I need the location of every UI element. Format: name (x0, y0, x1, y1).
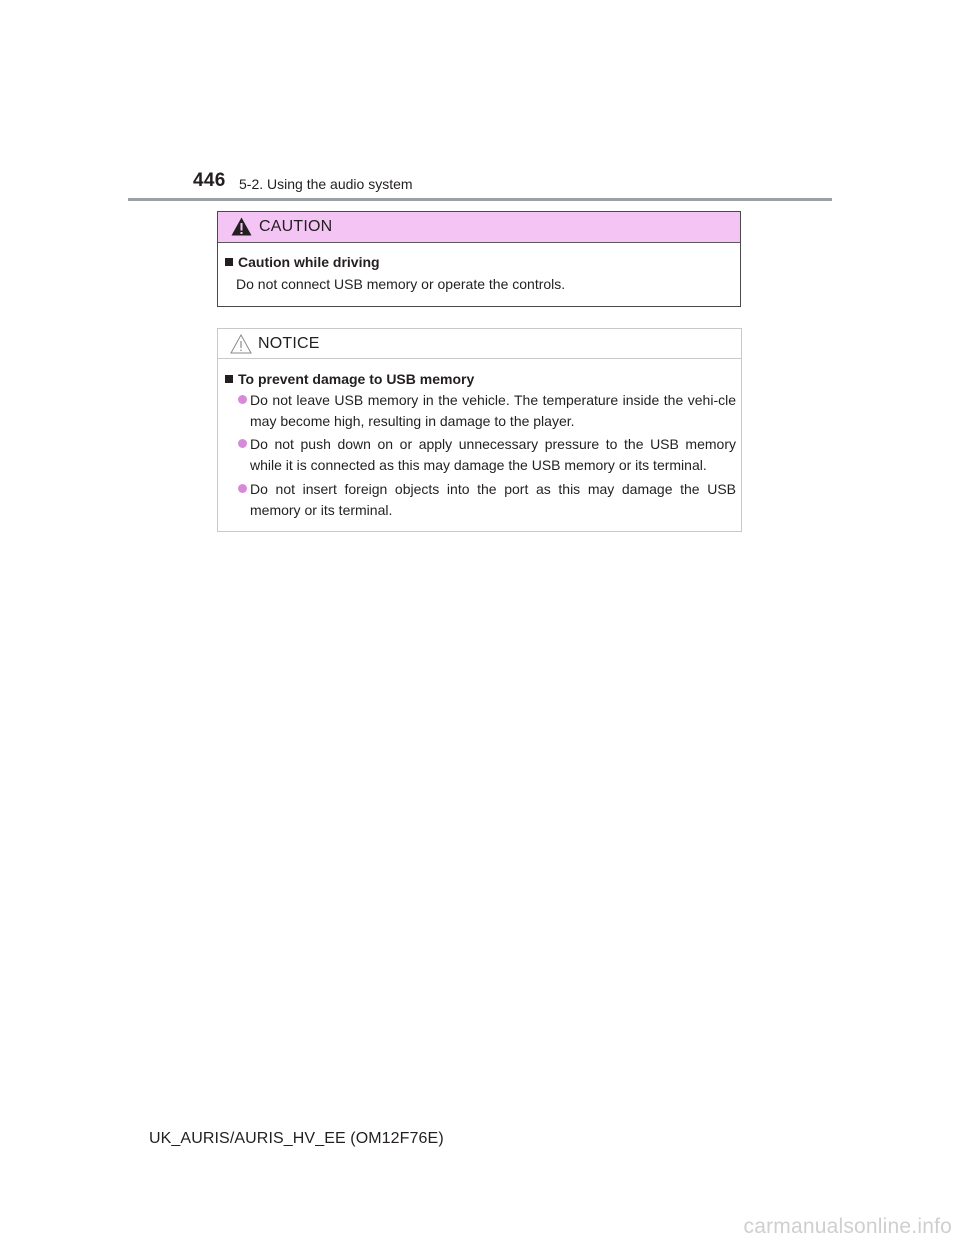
notice-list-item (238, 434, 736, 476)
notice-title: NOTICE (258, 335, 320, 352)
square-bullet-icon (225, 258, 233, 266)
notice-list-item (238, 390, 736, 432)
notice-heading-text: To prevent damage to USB memory (238, 371, 475, 387)
notice-list-item (238, 479, 736, 521)
notice-box (217, 328, 742, 532)
circle-bullet-icon (238, 484, 247, 493)
notice-item-text: Do not push down on or apply unnecessary pressure to the USB memory while it is connected as this may damage the USB memory or its terminal. (250, 436, 736, 473)
section-title: 5-2. Using the audio system (239, 176, 413, 192)
caution-text: Do not connect USB memory or operate the controls. (236, 276, 566, 292)
caution-heading (225, 253, 380, 271)
warning-triangle-icon (231, 217, 252, 236)
circle-bullet-icon (238, 439, 247, 448)
manual-code: UK_AURIS/AURIS_HV_EE (OM12F76E) (149, 1130, 444, 1147)
circle-bullet-icon (238, 395, 247, 404)
caution-header (218, 212, 740, 243)
notice-item-text: Do not insert foreign objects into the port as this may damage the USB memory or its terminal. (250, 481, 736, 518)
watermark: carmanualsonline.info (743, 1215, 952, 1238)
header-rule (128, 198, 832, 201)
caution-box (217, 211, 741, 307)
notice-heading (225, 370, 474, 388)
page-number: 446 (193, 170, 226, 191)
caution-title: CAUTION (259, 218, 333, 235)
notice-triangle-icon (230, 334, 252, 354)
notice-header (218, 329, 741, 359)
notice-item-text: Do not leave USB memory in the vehicle. The temperature inside the vehi-cle may become high, resulting in damage to the player. (250, 392, 736, 429)
square-bullet-icon (225, 375, 233, 383)
caution-heading-text: Caution while driving (238, 254, 380, 270)
